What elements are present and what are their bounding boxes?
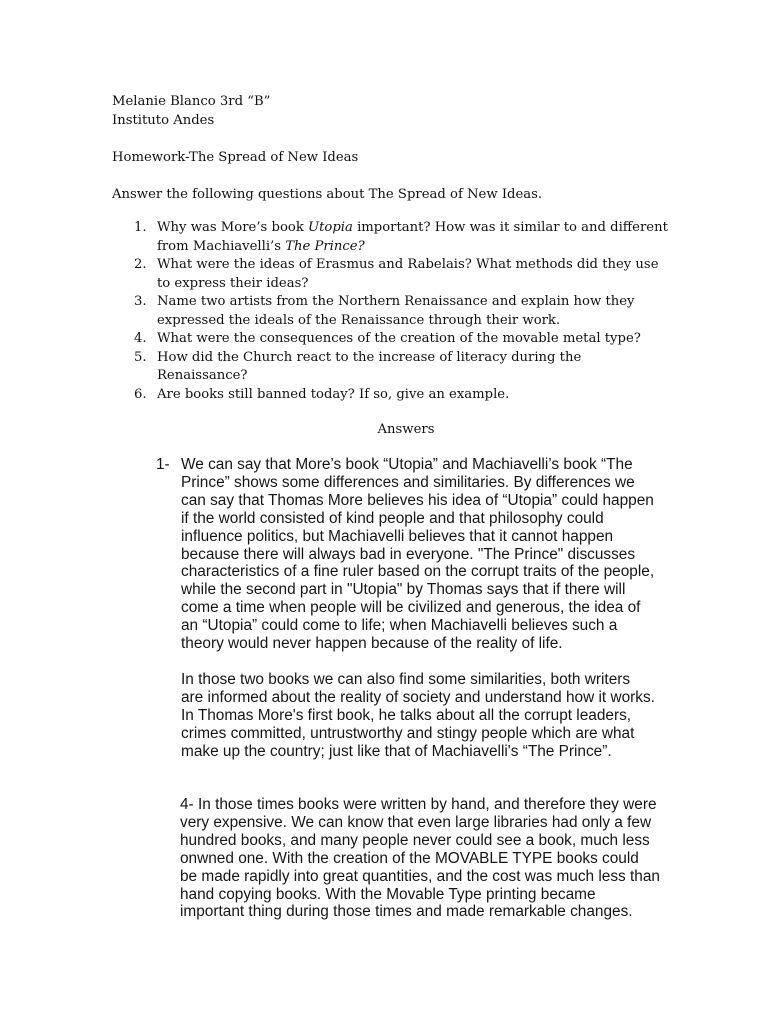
question-text: Why was More’s book Utopia important? How was it similar to and different from Machiavelli’s The Prince? bbox=[157, 220, 668, 254]
question-text: Name two artists from the Northern Renaissance and explain how they expressed the ideals of the Renaissance through their work. bbox=[157, 294, 635, 328]
question-item bbox=[134, 256, 674, 293]
answer-number: 1- bbox=[156, 456, 170, 473]
answer-paragraph: We can say that More’s book “Utopia” and Machiavelli’s book “The Prince” shows some differences and similitaries. By differences we can say that Thomas More believes his idea of “Utopia” could happen if the world consisted of kind people and that philosophy could influence politics, but Machiavelli believes that it cannot happen because there will always bad in everyone. "The Prince" discusses characteristics of a fine ruler based on the corrupt traits of the people, while the second part in "Utopia" by Thomas says that if there will come a time when people will be civilized and generous, the idea of an “Utopia” could come to life; when Machiavelli believes such a theory would never happen because of the reality of life. bbox=[181, 456, 655, 653]
question-text: How did the Church react to the increase of literacy during the Renaissance? bbox=[157, 349, 582, 383]
answers-heading: Answers bbox=[377, 422, 435, 437]
answer-paragraph: In those two books we can also find some similarities, both writers are informed about the reality of society and understand how it works. In Thomas More's first book, he talks about all the corrupt leaders, crimes committed, untrustworthy and stingy people which are what make up the country; just like that of Machiavelli's “The Prince”. bbox=[181, 670, 655, 760]
school-name: Instituto Andes bbox=[112, 113, 215, 128]
question-item bbox=[134, 219, 674, 256]
question-number: 1. bbox=[134, 220, 147, 235]
question-item bbox=[134, 293, 674, 330]
question-text: Are books still banned today? If so, give an example. bbox=[157, 386, 510, 402]
student-name: Melanie Blanco 3rd “B” bbox=[112, 94, 271, 109]
question-item bbox=[134, 330, 674, 349]
question-number: 3. bbox=[134, 294, 147, 309]
answer-body bbox=[181, 456, 656, 779]
instructions: Answer the following questions about The Spread of New Ideas. bbox=[112, 187, 543, 202]
answer-paragraph: 4- In those times books were written by hand, and therefore they were very expensive. We can know that even large libraries had only a few hundred books, and many people never could see a book, much less onwned one. With the creation of the MOVABLE TYPE books could be made rapidly into great quantities, and the cost was much less than hand copying books. With the Movable Type printing became important thing during those times and made remarkable changes. bbox=[180, 796, 660, 921]
question-text: What were the ideas of Erasmus and Rabelais? What methods did they use to express their ideas? bbox=[157, 257, 659, 291]
question-list bbox=[134, 219, 674, 404]
question-number: 6. bbox=[134, 386, 147, 402]
question-text: What were the consequences of the creation of the movable metal type? bbox=[157, 331, 641, 346]
question-item bbox=[134, 386, 674, 405]
question-number: 5. bbox=[134, 349, 147, 365]
question-item bbox=[134, 349, 674, 386]
answer-section bbox=[156, 456, 656, 779]
document-header bbox=[112, 92, 672, 204]
answer-4 bbox=[180, 796, 660, 921]
question-number: 4. bbox=[134, 331, 147, 346]
question-number: 2. bbox=[134, 257, 147, 272]
answer-1 bbox=[156, 456, 656, 779]
homework-title: Homework-The Spread of New Ideas bbox=[112, 150, 359, 165]
